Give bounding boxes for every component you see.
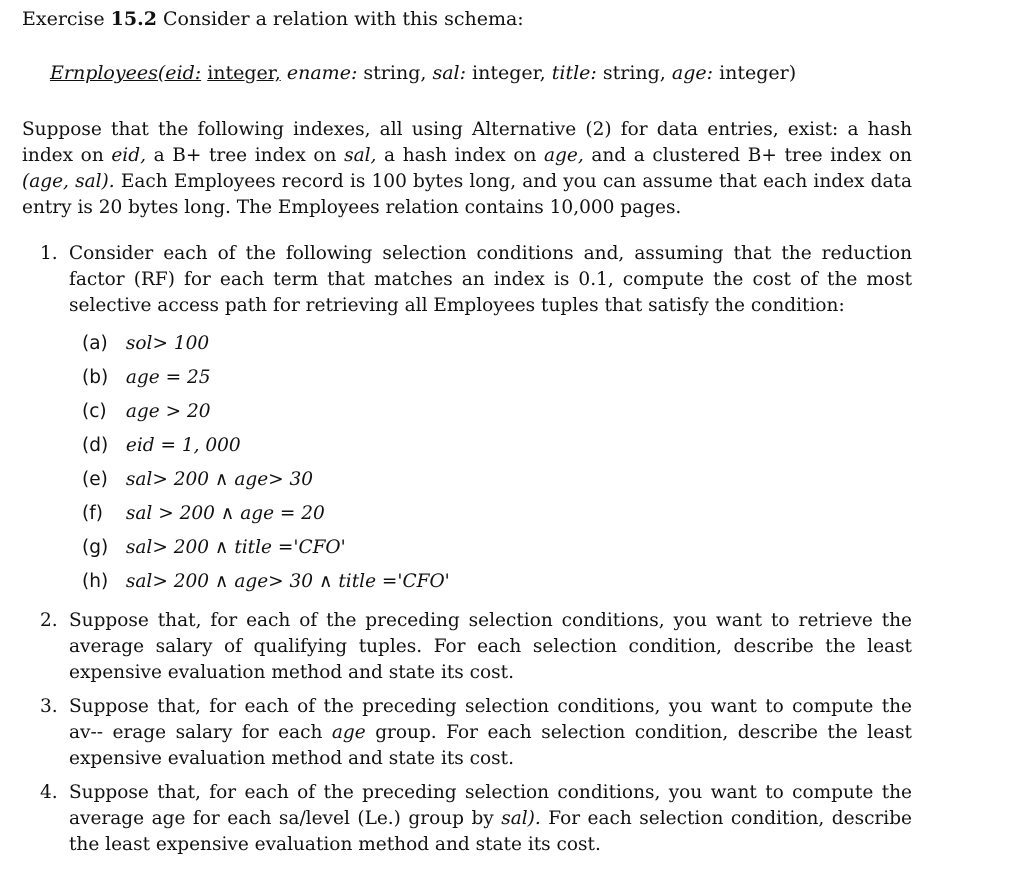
schema-field-age: age: [671, 62, 714, 84]
intro-em-age: age, [544, 145, 584, 166]
subquestion-a [82, 333, 209, 354]
intro-em-eid: eid, [111, 145, 146, 166]
subquestion-c [82, 401, 211, 422]
selection-condition: age > 20 [125, 401, 211, 422]
question-text-post: group. For each selection condition, describe the least expensive evaluation method and state its cost. [69, 722, 912, 769]
subquestion-label: (f) [82, 503, 103, 524]
question-4 [40, 780, 912, 858]
selection-condition: sal> 200 ∧ age> 30 ∧ title ='CFO' [125, 571, 450, 592]
subquestion-b [82, 367, 211, 388]
schema-type-4: string, [602, 62, 666, 84]
schema-relation: Ernployees(eid: [50, 62, 202, 84]
selection-condition: sol> 100 [125, 333, 210, 354]
question-em-sal: sal). [501, 808, 541, 829]
schema-field-ename: ename: [286, 62, 358, 84]
question-number: 4. [40, 782, 58, 803]
schema-type-5: integer) [719, 62, 797, 84]
schema-type-3: integer, [472, 62, 546, 84]
question-text: Suppose that, for each of the preceding selection conditions, you want to retrieve the average salary of qualifying tuples. For each selection condition, describe the least expensive evaluation method and state its cost. [69, 610, 912, 683]
intro-text-5: Each Employees record is 100 bytes long, and you can assume that each index data entry is 20 bytes long. The Employees relation contains 10,000 pages. [22, 171, 912, 218]
intro-text-4: and a clustered B+ tree index on [591, 145, 912, 166]
subquestion-label: (h) [82, 571, 109, 592]
question-em-age: age [331, 722, 366, 743]
schema-field-sal: sal: [432, 62, 466, 84]
question-text [69, 694, 912, 772]
intro-text-2: a B+ tree index on [153, 145, 337, 166]
subquestion-f [82, 503, 325, 524]
subquestion-h [82, 571, 450, 592]
subquestion-label: (b) [82, 367, 109, 388]
subquestion-label: (g) [82, 537, 109, 558]
question-2 [40, 608, 912, 686]
question-text [69, 780, 912, 858]
question-text-pre: Suppose that, for each of the preceding selection conditions, you want to compute the av-- erage salary for each [69, 696, 912, 743]
selection-condition: eid = 1, 000 [125, 435, 241, 456]
exercise-heading [22, 8, 524, 30]
relation-schema [50, 62, 796, 84]
heading-prefix: Exercise [22, 8, 105, 30]
intro-text-1: Suppose that the following indexes, all using Alternative (2) for data entries, exist: a hash index on [22, 119, 912, 166]
intro-em-age-sal: (age, sal). [22, 171, 115, 192]
selection-condition: age = 25 [125, 367, 211, 388]
subquestion-label: (d) [82, 435, 109, 456]
selection-condition: sal> 200 ∧ age> 30 [125, 469, 314, 490]
selection-condition: sal > 200 ∧ age = 20 [125, 503, 325, 524]
question-text-pre: Suppose that, for each of the preceding selection conditions, you want to compute the average age for each sa/level (Le.) group by [69, 782, 912, 829]
subquestion-e [82, 469, 313, 490]
question-text: Consider each of the following selection conditions and, assuming that the reduction factor (RF) for each term that matches an index is 0.1, compute the cost of the most selective access path for retrieving all Employees tuples that satisfy the condition: [69, 243, 912, 316]
selection-condition: sal> 200 ∧ title ='CFO' [125, 537, 346, 558]
exercise-number: 15.2 [110, 8, 157, 30]
subquestion-label: (a) [82, 333, 108, 354]
subquestion-d [82, 435, 241, 456]
question-number: 2. [40, 610, 58, 631]
intro-paragraph [22, 117, 912, 221]
schema-field-title: title: [551, 62, 597, 84]
question-3 [40, 694, 912, 772]
intro-em-sal: sal, [344, 145, 377, 166]
schema-type-1: integer, [207, 62, 281, 84]
intro-text-3: a hash index on [384, 145, 537, 166]
heading-text: Consider a relation with this schema: [163, 8, 524, 30]
question-number: 1. [40, 243, 58, 264]
question-text-post: For each selection condition, describe the least expensive evaluation method and state its cost. [69, 808, 912, 855]
question-number: 3. [40, 696, 58, 717]
subquestion-g [82, 537, 346, 558]
question-1 [40, 241, 912, 319]
schema-type-2: string, [363, 62, 427, 84]
subquestion-label: (e) [82, 469, 108, 490]
subquestion-label: (c) [82, 401, 107, 422]
